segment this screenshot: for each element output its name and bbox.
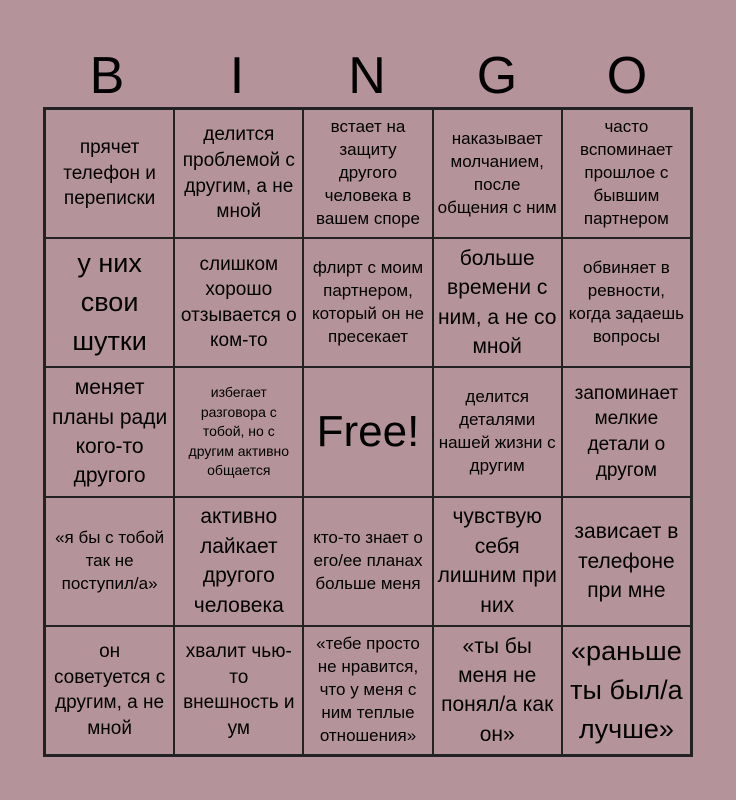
cell-text: активно лайкает другого человека — [193, 505, 284, 617]
bingo-cell-r2c1[interactable] — [45, 238, 174, 367]
bingo-cell-r1c1[interactable] — [45, 109, 174, 238]
bingo-cell-r2c3[interactable] — [303, 238, 432, 367]
bingo-grid — [43, 107, 693, 757]
bingo-cell-r1c3[interactable] — [303, 109, 432, 238]
cell-text: избегает разговора с тобой, но с другим активно общается — [188, 384, 290, 479]
cell-text: он советуется с другим, а не мной — [53, 641, 166, 740]
bingo-cell-r1c4[interactable] — [433, 109, 562, 238]
bingo-cell-r4c3[interactable] — [303, 497, 432, 626]
bingo-cell-r5c4[interactable] — [433, 626, 562, 755]
cell-text: меняет планы ради кого-то другого — [52, 376, 168, 488]
bingo-cell-r1c2[interactable] — [174, 109, 303, 238]
cell-text: наказывает молчанием, после общения с ним — [437, 128, 557, 217]
bingo-cell-free[interactable] — [303, 367, 432, 496]
bingo-cell-r5c5[interactable] — [562, 626, 691, 755]
bingo-cell-r5c3[interactable] — [303, 626, 432, 755]
cell-text: встает на защиту другого человека в вашем споре — [316, 117, 420, 228]
cell-text: «ты бы меня не понял/а как он» — [441, 634, 554, 746]
header-letter-o: O — [606, 47, 650, 105]
bingo-cell-r5c1[interactable] — [45, 626, 174, 755]
bingo-cell-r2c4[interactable] — [433, 238, 562, 367]
cell-text: «я бы с тобой так не поступил/а» — [55, 527, 165, 593]
bingo-cell-r4c1[interactable] — [45, 497, 174, 626]
header-letter-n: N — [348, 47, 388, 105]
cell-text: часто вспоминает прошлое с бывшим партнером — [580, 117, 673, 228]
cell-text: делится деталями нашей жизни с другим — [438, 387, 556, 475]
bingo-cell-r4c4[interactable] — [433, 497, 562, 626]
bingo-cell-r3c1[interactable] — [45, 367, 174, 496]
bingo-cell-r5c2[interactable] — [174, 626, 303, 755]
cell-text: «раньше ты был/а лучше» — [570, 635, 683, 744]
header-letter-g: G — [476, 47, 520, 105]
bingo-cell-r3c5[interactable] — [562, 367, 691, 496]
bingo-cell-r4c5[interactable] — [562, 497, 691, 626]
bingo-header — [43, 44, 693, 108]
bingo-cell-r4c2[interactable] — [174, 497, 303, 626]
free-space-label: Free! — [316, 406, 420, 456]
cell-text: запоминает мелкие детали о другом — [574, 382, 679, 481]
cell-text: зависает в телефоне при мне — [574, 520, 679, 602]
bingo-cell-r3c4[interactable] — [433, 367, 562, 496]
bingo-cell-r2c5[interactable] — [562, 238, 691, 367]
header-letter-b: B — [89, 47, 127, 105]
cell-text: кто-то знает о его/ее планах больше меня — [313, 527, 423, 593]
cell-text: у них свои шутки — [72, 248, 147, 357]
bingo-cell-r3c2[interactable] — [174, 367, 303, 496]
header-letter-i: I — [229, 47, 247, 105]
bingo-cell-r1c5[interactable] — [562, 109, 691, 238]
cell-text: прячет телефон и переписки — [63, 137, 156, 210]
cell-text: флирт с моим партнером, который он не пресекает — [311, 257, 425, 346]
cell-text: обвиняет в ревности, когда задаешь вопросы — [568, 257, 684, 346]
cell-text: «тебе просто не нравится, что у меня с ним теплые отношения» — [316, 634, 420, 745]
cell-text: чувствую себя лишним при них — [437, 505, 557, 617]
cell-text: делится проблемой с другим, а не мной — [182, 124, 295, 223]
bingo-cell-r2c2[interactable] — [174, 238, 303, 367]
cell-text: слишком хорошо отзывается о ком-то — [180, 253, 297, 352]
cell-text: больше времени с ним, а не со мной — [437, 247, 557, 359]
cell-text: хвалит чью-то внешность и ум — [183, 641, 295, 740]
